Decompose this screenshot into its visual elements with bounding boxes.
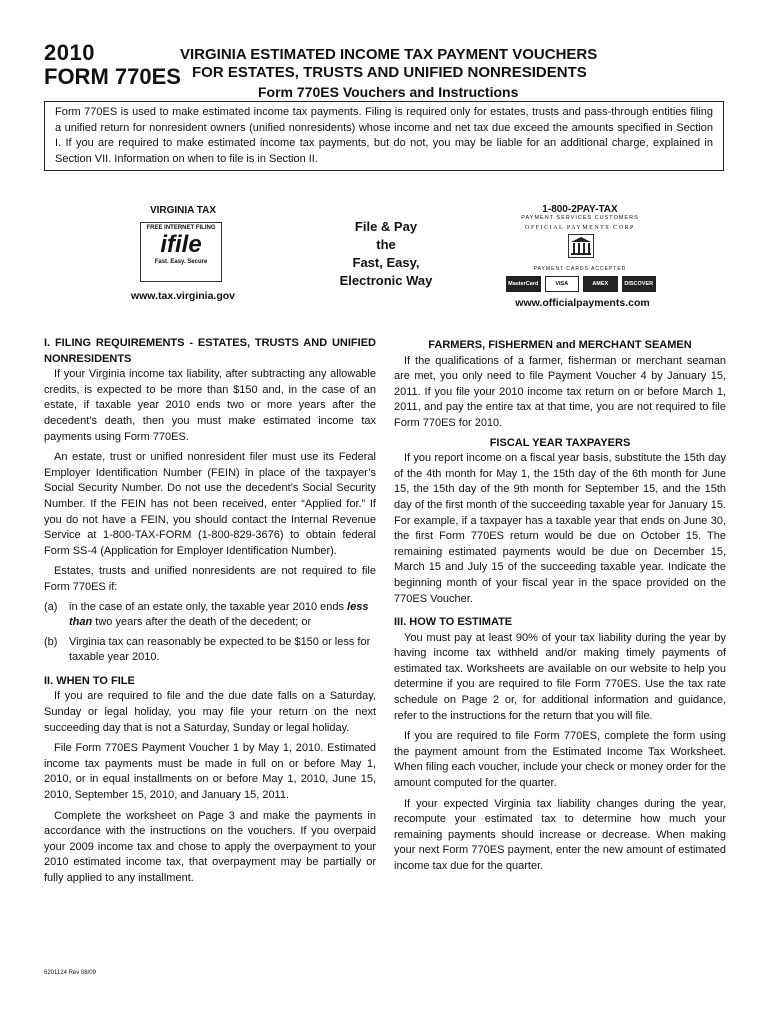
section-3-paragraph: If your expected Virginia tax liability changes during the year, recompute your estimated tax to determine how much your remaining payments should increase or decrease. When making your next Form 770ES payment, enter the new amount of estimated income tax due for the quarter.	[394, 797, 726, 872]
section-2-paragraph: File Form 770ES Payment Voucher 1 by May 1, 2010. Estimated income tax payments must be made in full on or before May 1, 2010, or in equal installments on or before May 1, 2010, June 15, 2010, September 15, 2010, and January 15, 2011.	[44, 742, 376, 802]
page-title: VIRGINIA ESTIMATED INCOME TAX PAYMENT VOUCHERS	[180, 46, 598, 63]
official-payments-brand: OFFICIAL PAYMENTS CORP	[525, 225, 635, 231]
visa-icon: VISA	[545, 276, 580, 292]
list-item	[44, 600, 376, 631]
farmers-paragraph: If the qualifications of a farmer, fisherman or merchant seaman are met, you only need to file Payment Voucher 4 by January 15, 2011. If you file your 2010 income tax return on or before March 1, 2011, and pay the entire tax at that time, you are not required to file Form 770ES for 2010.	[394, 354, 726, 429]
section-2-paragraph: If you are required to file and the due date falls on a Saturday, Sunday or legal holiday, you may file your return on the next succeeding day that is not a Saturday, Sunday or legal holiday.	[44, 690, 376, 734]
ifile-logo	[140, 222, 222, 282]
list-item-text: Virginia tax can reasonably be expected to be $150 or less for taxable year 2010.	[69, 635, 371, 664]
virginia-tax-label: VIRGINIA TAX	[149, 205, 217, 216]
fiscal-year-heading: FISCAL YEAR TAXPAYERS	[489, 436, 631, 449]
page-subtitle: FOR ESTATES, TRUSTS AND UNIFIED NONRESIDENTS	[192, 64, 587, 81]
file-pay-line: File & Pay	[354, 219, 418, 234]
file-pay-line: Electronic Way	[339, 273, 433, 288]
ifile-top-text: FREE INTERNET FILING	[146, 225, 216, 231]
payment-cards	[506, 276, 656, 292]
intro-box	[44, 101, 724, 171]
section-1-paragraph: An estate, trust or unified nonresident filer must use its Federal Employer Identification Number (FEIN) in place of the taxpayer’s Social Security Number. Do not use the decedent’s Social Security Number. If the FEIN has not been received, enter “Applied for.” If you do not have a FEIN, you should contact the Internal Revenue Service at 1-800-TAX-FORM (1-800-829-3676) to obtain federal Form SS-4 (Application for Employer Identification Number).	[44, 451, 376, 557]
ifile-logo-text: ifile	[160, 231, 202, 258]
list-item-text-part: in the case of an estate only, the taxable year 2010 ends	[69, 600, 348, 613]
pay-phone-number: 1-800-2PAY-TAX	[542, 204, 618, 215]
file-pay-message	[316, 218, 456, 290]
section-3-paragraph: If you are required to file Form 770ES, complete the form using the payment amount from the Estimated Income Tax Worksheet. When filing each voucher, include your check or money order for the amount computed for the quarter.	[394, 730, 727, 790]
section-3-paragraph: You must pay at least 90% of your tax liability during the year by having income tax withheld and/or making timely payments of estimated tax. Worksheets are available on our website to help you determine if you are required to file Form 770ES. Use the tax rate schedule on Page 2 or, for additional information and guidance, refer to the instructions for the return that you will file.	[394, 631, 726, 722]
left-column	[44, 336, 376, 887]
section-1-paragraph: Estates, trusts and unified nonresidents are not required to file Form 770ES if:	[44, 565, 376, 593]
official-payments-building-icon	[568, 234, 594, 258]
right-column	[394, 338, 726, 875]
list-item-label: (a)	[44, 600, 58, 613]
section-3-heading: III. HOW TO ESTIMATE	[394, 616, 513, 629]
form-number: FORM 770ES	[44, 64, 181, 89]
farmers-heading: FARMERS, FISHERMEN and MERCHANT SEAMEN	[428, 339, 692, 351]
list-item-text-part: two years after the death of the decedent; or	[92, 616, 312, 629]
amex-icon: AMEX	[583, 276, 618, 292]
ifile-bottom-text: Fast. Easy. Secure	[154, 259, 208, 265]
intro-text: Form 770ES is used to make estimated income tax payments. Filing is required only for estates, trusts and pass-through entities filing a unified return for nonresident owners (unified nonresidents) whose income and net tax due exceed the amounts specified in Section I. If you are required to make estimated income tax payments, but do not, you may be liable for an additional charge, explained in Section VII. Information on when to file is in Section II.	[55, 106, 713, 165]
cards-accepted-label: PAYMENT CARDS ACCEPTED	[533, 266, 627, 272]
payment-services-tagline: PAYMENT SERVICES CUSTOMERS	[521, 215, 639, 221]
page-subheading: Form 770ES Vouchers and Instructions	[258, 84, 519, 100]
section-2-heading: II. WHEN TO FILE	[44, 674, 135, 687]
virginia-url[interactable]: www.tax.virginia.gov	[130, 290, 236, 302]
list-item-label: (b)	[44, 635, 58, 648]
list-item-emphasis: less than	[69, 600, 369, 629]
form-year: 2010	[44, 40, 95, 65]
list-item-text	[69, 600, 376, 631]
discover-icon: DISCOVER	[622, 276, 657, 292]
file-pay-line: Fast, Easy,	[352, 255, 420, 270]
section-2-paragraph: Complete the worksheet on Page 3 and make the payments in accordance with the instructions on the vouchers. If you overpaid your 2009 income tax and chose to apply the overpayment to your 2010 estimated income tax, that overpayment may be partially or fully applied to any installment.	[44, 809, 376, 884]
file-pay-line: the	[376, 237, 396, 252]
official-payments-url[interactable]: www.officialpayments.com	[515, 297, 650, 309]
section-1-heading: I. FILING REQUIREMENTS - ESTATES, TRUSTS AND UNIFIED NONRESIDENTS	[44, 337, 376, 365]
fiscal-year-paragraph: If you report income on a fiscal year basis, substitute the 15th day of the 4th month for May 1, the 15th day of the 6th month for June 15, the 15th day of the 9th month for September 15, and the 15th day of the first month of the succeeding taxable year for January 15. For example, if a taxpayer has a taxable year that ends on June 30, the first Form 770ES return would be due on October 15. The remaining estimated payments would be due on December 15, March 15 and July 15 of the succeeding taxable year. Indicate the beginning month of your fiscal year in the space provided on the 770ES Voucher.	[394, 452, 726, 605]
form-revision-code: 6201124 Rev 08/09	[44, 970, 96, 976]
mastercard-icon: MasterCard	[506, 276, 541, 292]
section-1-paragraph: If your Virginia income tax liability, after subtracting any allowable credits, is expected to be more than $150 and, in the case of an estate, if taxable year 2010 ends two or more years after the decedent’s death, then you must make estimated income tax payments using Form 770ES.	[44, 368, 376, 443]
list-item	[44, 635, 376, 666]
